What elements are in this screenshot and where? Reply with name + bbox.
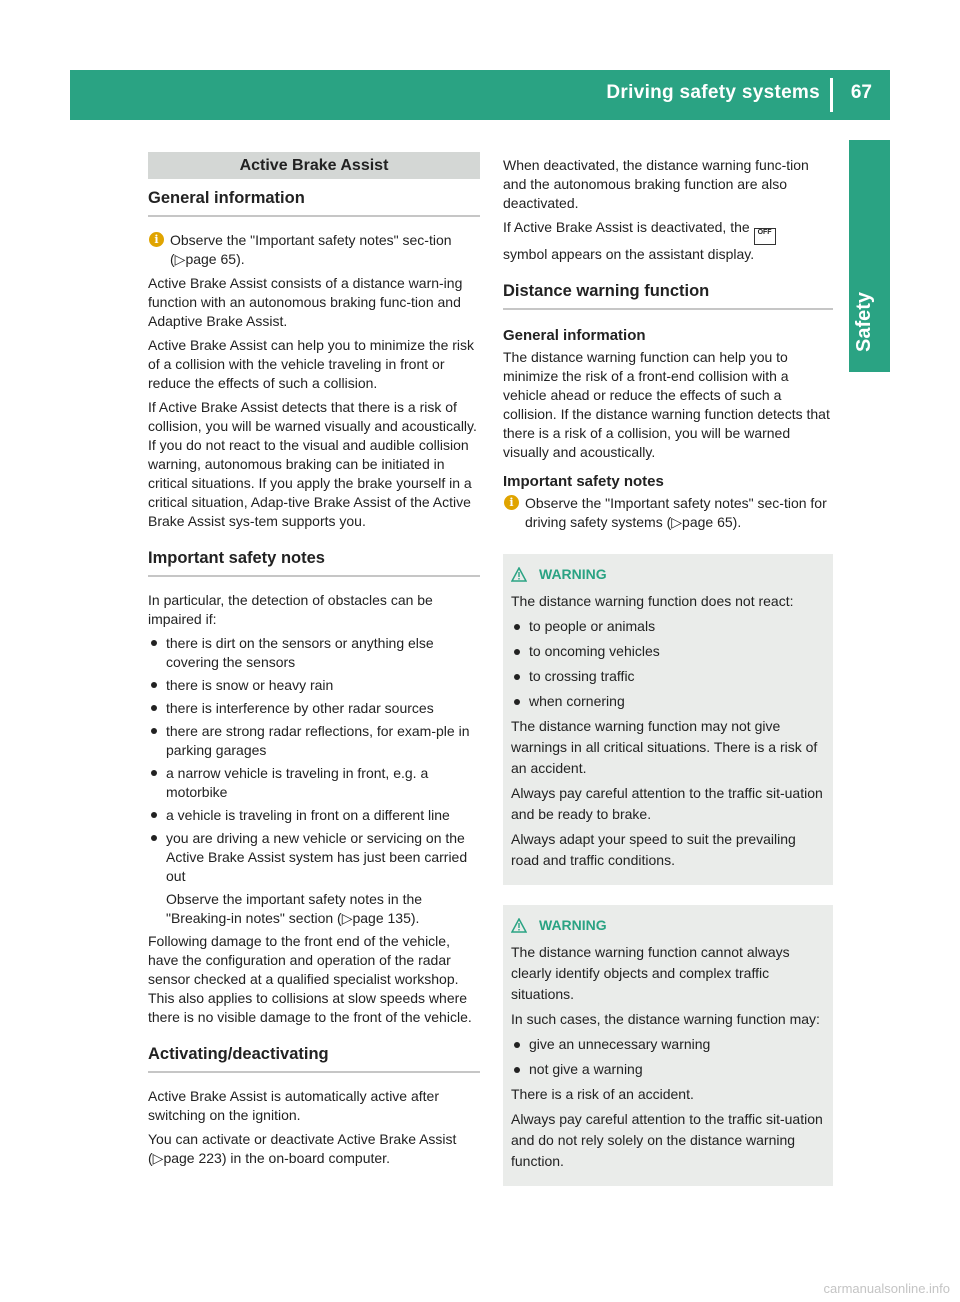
list-item: to oncoming vehicles <box>511 641 825 662</box>
list-item: a vehicle is traveling in front on a different line <box>148 806 480 825</box>
paragraph: Following damage to the front end of the vehicle, have the configuration and operation of the radar sensor checked at a qualified specialist workshop. This also applies to collisions at slow speeds where there is no visible damage to the front of the vehicle. <box>148 933 472 1025</box>
list-item: give an unnecessary warning <box>511 1034 825 1055</box>
important-safety-notes-heading: Important safety notes <box>148 549 480 577</box>
list-item: there is interference by other radar sources <box>148 699 480 718</box>
list-item: there is snow or heavy rain <box>148 676 480 695</box>
info-icon: i <box>149 232 164 247</box>
chapter-title: Driving safety systems <box>606 82 820 103</box>
paragraph: Always adapt your speed to suit the prevailing road and traffic conditions. <box>511 831 796 868</box>
warning-list <box>511 616 825 712</box>
paragraph: Always pay careful attention to the traffic sit-uation and be ready to brake. <box>511 785 823 822</box>
section-tab-label: Safety <box>853 291 875 352</box>
page-reference-link[interactable]: page 65 <box>682 514 733 530</box>
header-bar <box>70 70 890 120</box>
paragraph: If Active Brake Assist is deactivated, the OFF symbol appears on the assistant display. <box>503 218 833 264</box>
warning-box <box>503 554 833 885</box>
right-column <box>503 156 833 1206</box>
watermark: carmanualsonline.info <box>823 1281 950 1296</box>
page-reference-link[interactable]: page 65 <box>185 251 237 267</box>
left-column <box>148 152 480 1173</box>
paragraph: In particular, the detection of obstacles can be impaired if: <box>148 592 433 627</box>
impairment-list <box>148 634 480 886</box>
list-item: not give a warning <box>511 1059 825 1080</box>
paragraph: In such cases, the distance warning function may: <box>511 1011 820 1027</box>
list-item: to crossing traffic <box>511 666 825 687</box>
section-tab <box>849 140 890 372</box>
page-number: 67 <box>850 82 872 103</box>
list-item: a narrow vehicle is traveling in front, e.g. a motorbike <box>148 764 480 802</box>
section-banner: Active Brake Assist <box>148 152 480 179</box>
list-item: when cornering <box>511 691 825 712</box>
sub-note: Observe the important safety notes in the "Breaking-in notes" section (▷page 135). <box>166 891 423 926</box>
important-safety-notes-subheading: Important safety notes <box>503 473 664 490</box>
list-item: there are strong radar reflections, for exam-ple in parking garages <box>148 722 480 760</box>
info-note: i Observe the "Important safety notes" sec-tion for driving safety systems (▷page 65). <box>503 494 833 532</box>
info-note: i Observe the "Important safety notes" sec-tion (▷page 65). <box>148 231 480 269</box>
page-reference-link[interactable]: page 223 <box>163 1150 222 1166</box>
paragraph: The distance warning function can help you to minimize the risk of a front-end collision with a vehicle ahead or reduce the effects of such a collision. If the distance warning function detects that there is a risk of a collision, you will be warned visually and acoustically. <box>503 349 830 460</box>
header-divider <box>830 78 833 112</box>
warning-box <box>503 905 833 1186</box>
list-item: you are driving a new vehicle or servicing on the Active Brake Assist system has just been carried out <box>148 829 480 886</box>
paragraph: Active Brake Assist consists of a distance warn-ing function with an autonomous braking func-tion and Adaptive Brake Assist. <box>148 275 463 329</box>
paragraph: When deactivated, the distance warning func-tion and the autonomous braking function are also deactivated. <box>503 157 809 211</box>
warning-title: WARNING <box>511 564 825 585</box>
warning-intro: The distance warning function does not react: <box>511 593 794 609</box>
info-icon: i <box>504 495 519 510</box>
distance-warning-off-icon: OFF <box>754 228 776 245</box>
paragraph: The distance warning function may not give warnings in all critical situations. There is a risk of an accident. <box>511 718 818 776</box>
warning-title: WARNING <box>511 915 825 936</box>
warning-triangle-icon <box>511 918 527 933</box>
paragraph: There is a risk of an accident. <box>511 1086 694 1102</box>
distance-warning-function-heading: Distance warning function <box>503 282 833 310</box>
paragraph: Active Brake Assist is automatically active after switching on the ignition. <box>148 1088 439 1123</box>
paragraph: Active Brake Assist can help you to minimize the risk of a collision with the vehicle traveling in front or reduce the effects of such a collision. <box>148 337 475 391</box>
list-item: to people or animals <box>511 616 825 637</box>
paragraph: Always pay careful attention to the traffic sit-uation and do not rely solely on the distance warning function. <box>511 1111 823 1169</box>
warning-triangle-icon <box>511 567 527 582</box>
note-text: Observe the "Important safety notes" sec-tion ( <box>170 232 452 267</box>
warning-intro: The distance warning function cannot always clearly identify objects and complex traffic situations. <box>511 944 790 1002</box>
general-information-subheading: General information <box>503 327 646 344</box>
warning-list <box>511 1034 825 1080</box>
activating-deactivating-heading: Activating/deactivating <box>148 1045 480 1073</box>
list-item: there is dirt on the sensors or anything else covering the sensors <box>148 634 480 672</box>
general-information-heading: General information <box>148 189 480 217</box>
page-reference-link[interactable]: page 135 <box>352 910 411 926</box>
paragraph: You can activate or deactivate Active Brake Assist (▷page 223) in the on-board computer. <box>148 1131 457 1166</box>
paragraph: If Active Brake Assist detects that there is a risk of collision, you will be warned visually and acoustically. If you do not react to the visual and audible collision warning, autonomous braking can be initiated in critical situations. If you apply the brake yourself in a critical situation, Adap-tive Brake Assist of the Active Brake Assist sys-tem supports you. <box>148 399 477 529</box>
